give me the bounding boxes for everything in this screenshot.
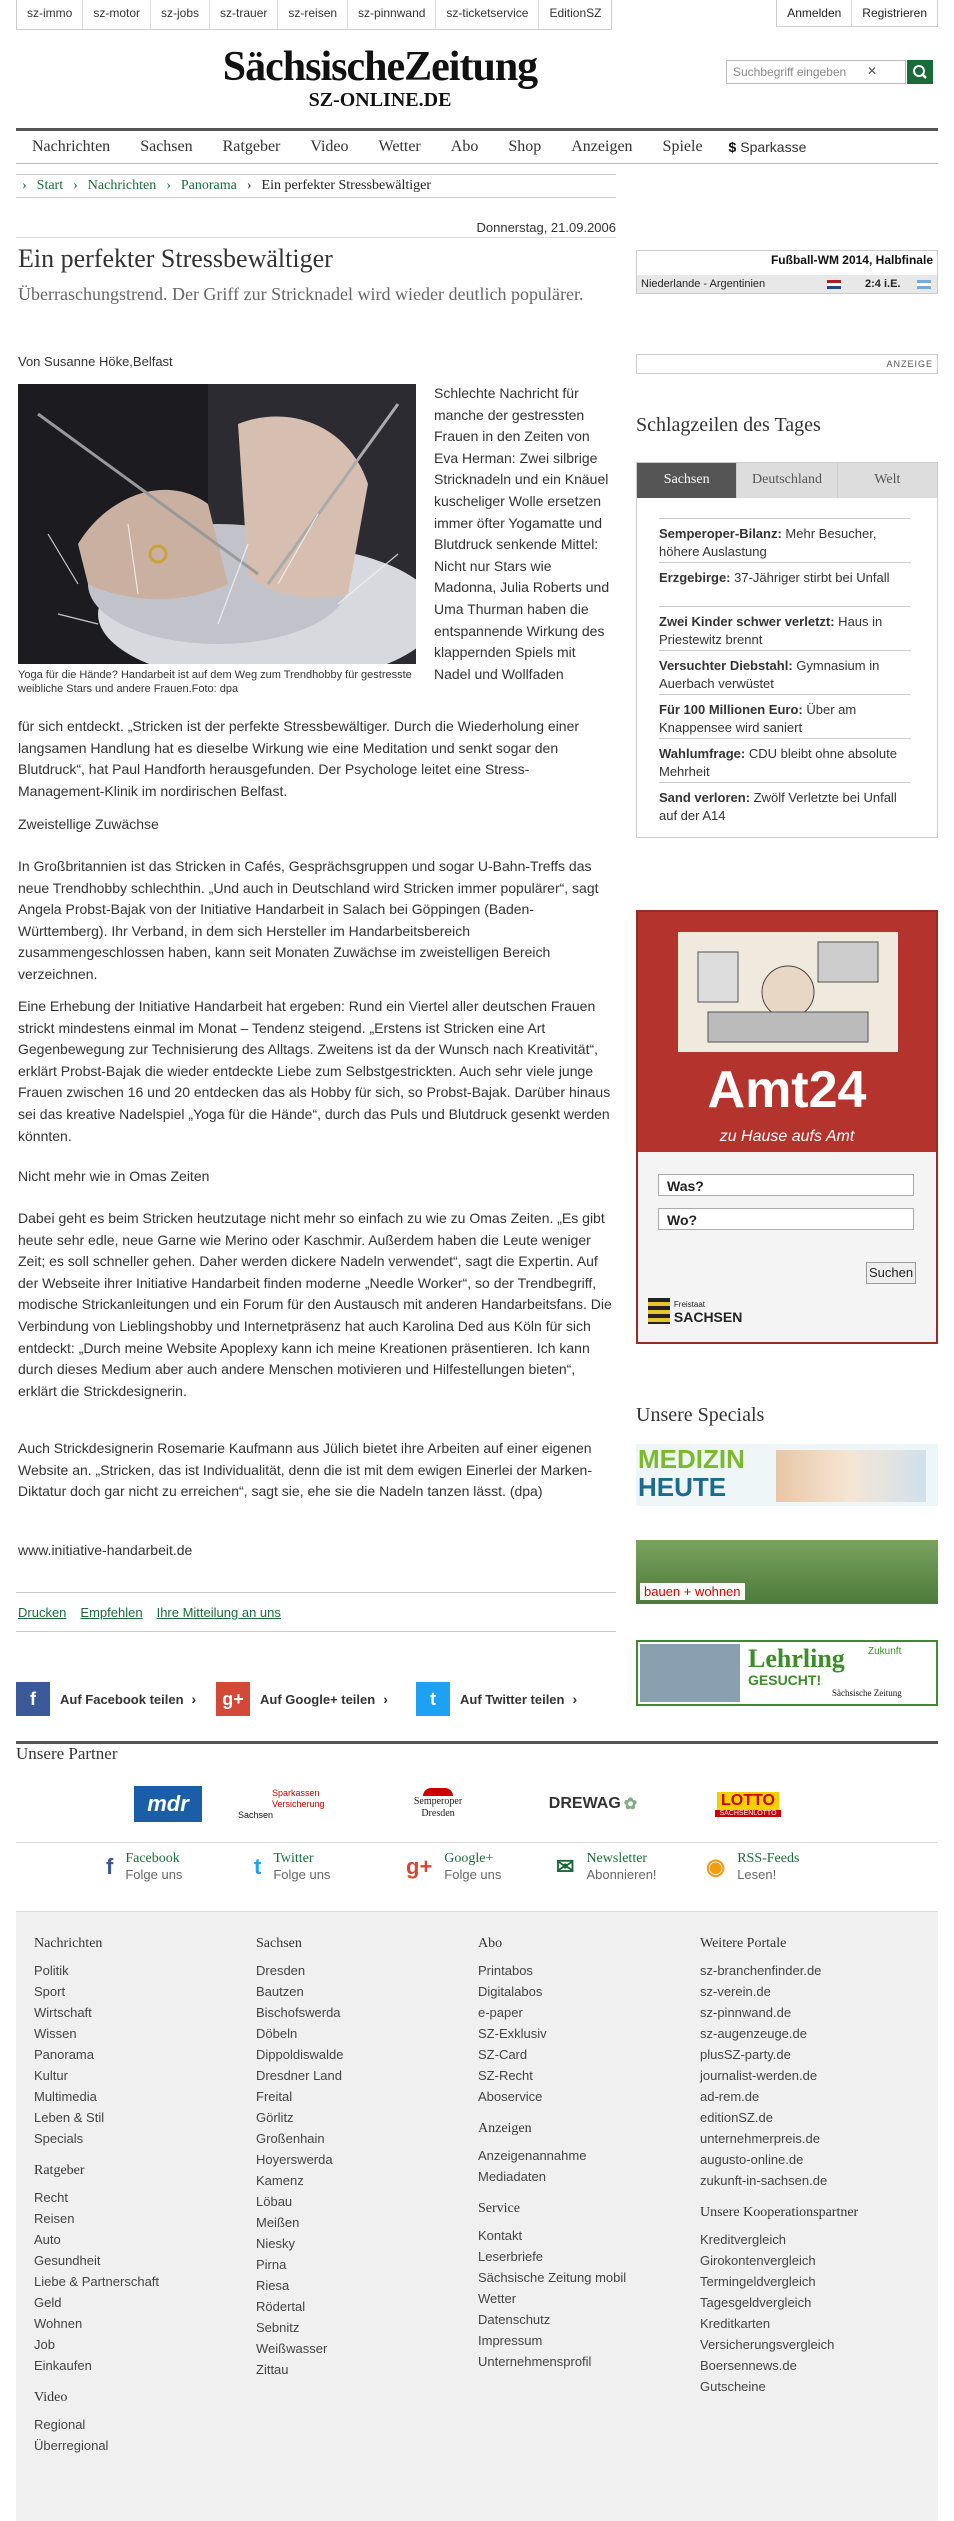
headline-topic: Semperoper-Bilanz:	[659, 526, 782, 541]
footer-spacer	[478, 2372, 626, 2386]
login-links	[776, 0, 938, 27]
footer-link[interactable]: sz-branchenfinder.de	[700, 1963, 822, 1978]
footer-heading-sachsen: Sachsen	[256, 1936, 302, 1951]
topnav-link[interactable]: sz-pinnwand	[348, 0, 436, 29]
footer-heading-ratgeber: Ratgeber	[34, 2163, 85, 2178]
wm-match: Niederlande - Argentinien	[641, 278, 766, 290]
semperoper-roof-icon	[423, 1788, 453, 1796]
footer-link[interactable]: Freital	[256, 2089, 293, 2104]
nav-item-ratgeber[interactable]: Ratgeber	[222, 138, 281, 155]
topnav-link[interactable]: sz-jobs	[151, 0, 210, 29]
footer-link[interactable]: Termingeldvergleich	[700, 2274, 816, 2289]
nav-item-nachrichten[interactable]: Nachrichten	[32, 138, 111, 155]
nav-item-shop[interactable]: Shop	[508, 138, 542, 155]
flag-argentina-icon	[917, 280, 931, 289]
footer-heading-portale: Weitere Portale	[700, 1936, 787, 1951]
footer-link[interactable]: Niesky	[256, 2236, 296, 2251]
search-input[interactable]	[726, 60, 906, 84]
sachsen-crest-icon	[648, 1298, 670, 1324]
nav-item-spiele[interactable]: Spiele	[662, 138, 703, 155]
tab-welt[interactable]: Welt	[838, 463, 937, 498]
rss-icon: ◉	[706, 1854, 726, 1879]
footer-link[interactable]: journalist-werden.de	[700, 2068, 818, 2083]
footer-spacer	[256, 2380, 343, 2394]
follow-twitter-sub: Folge uns	[273, 1867, 331, 1882]
footer-link[interactable]: Tagesgeldvergleich	[700, 2295, 812, 2310]
headline-topic: Versuchter Diebstahl:	[659, 658, 793, 673]
footer-spacer	[34, 2149, 159, 2163]
footer-spacer	[34, 2456, 159, 2470]
google-plus-icon: g+	[216, 1682, 250, 1716]
register-link[interactable]: Registrieren	[862, 6, 927, 20]
follow-facebook-label: Facebook	[125, 1851, 180, 1866]
footer-link[interactable]: Sebnitz	[256, 2320, 300, 2335]
share-facebook-label: Auf Facebook teilen	[60, 1691, 184, 1707]
footer-link[interactable]: Kultur	[34, 2068, 68, 2083]
headline-text: 37-Jähriger stirbt bei Unfall	[730, 570, 890, 585]
footer-link[interactable]: Pirna	[256, 2257, 287, 2272]
headlines-tabs	[636, 462, 938, 498]
footer-link[interactable]: Impressum	[478, 2333, 543, 2348]
headline-topic: Sand verloren:	[659, 790, 751, 805]
footer-link[interactable]: Mediadaten	[478, 2169, 546, 2184]
footer-spacer	[700, 2191, 858, 2205]
footer-heading-video: Video	[34, 2390, 68, 2405]
follow-rss-label: RSS-Feeds	[737, 1851, 800, 1866]
footer-link[interactable]: SZ-Exklusiv	[478, 2026, 547, 2041]
headline-text: Zwölf Verletzte bei Unfall auf der A14	[659, 790, 897, 823]
banner-bauen-wohnen[interactable]	[636, 1540, 938, 1604]
footer-link[interactable]: Bischofswerda	[256, 2005, 341, 2020]
footer-link[interactable]: Bautzen	[256, 1984, 304, 1999]
topnav-link[interactable]: sz-ticketservice	[436, 0, 539, 29]
footer-link[interactable]: Riesa	[256, 2278, 290, 2293]
footer-link[interactable]: Job	[34, 2337, 55, 2352]
social-follow-bar	[16, 1842, 938, 1912]
article-photo[interactable]	[18, 384, 416, 664]
footer-link[interactable]: Dresden	[256, 1963, 306, 1978]
follow-rss[interactable]	[706, 1851, 799, 1883]
print-link[interactable]: Drucken	[18, 1604, 67, 1620]
article-paragraph: für sich entdeckt. „Stricken ist der perfekte Stressbewältiger. Durch die Wiederholung einer langsamen Handlung hat es dieselbe Wirkung wie eine Meditation und senkt sogar den Blutdruck“, hat Paul Handforth herausgefunden. Der Psychologe leitet eine Stress-Management-Klinik im nordirischen Belfast.	[18, 718, 580, 799]
chevron-right-icon: ›	[166, 178, 171, 193]
follow-twitter-label: Twitter	[273, 1851, 314, 1866]
partner-drewag-text: DREWAG	[548, 1795, 621, 1812]
where-field[interactable]: Wo?	[658, 1208, 914, 1230]
footer-link[interactable]: Auto	[34, 2232, 61, 2247]
topnav-link[interactable]: EditionSZ	[549, 6, 602, 20]
breadcrumb	[16, 174, 616, 198]
footer-link[interactable]: Löbau	[256, 2194, 293, 2209]
footer-spacer	[478, 2187, 626, 2201]
amt24-search-button[interactable]: Suchen	[866, 1262, 916, 1284]
footer-spacer	[478, 2107, 626, 2121]
divider	[16, 237, 616, 238]
footer-link[interactable]: Leben & Stil	[34, 2110, 105, 2125]
banner-zukunft-text: Zukunft	[868, 1646, 902, 1657]
footer-link[interactable]: unternehmerpreis.de	[700, 2131, 820, 2146]
footer-link[interactable]: Dresdner Land	[256, 2068, 342, 2083]
footer-link[interactable]: Printabos	[478, 1963, 533, 1978]
article-subheading: Zweistellige Zuwächse	[18, 816, 159, 832]
article-subtitle: Überraschungstrend. Der Griff zur Stricknadel wird wieder deutlich populärer.	[18, 284, 584, 304]
footer-link[interactable]: Unternehmensprofil	[478, 2354, 592, 2369]
partner-spk-line3: Sachsen	[238, 1809, 274, 1820]
footer-link[interactable]: Görlitz	[256, 2110, 294, 2125]
chevron-right-icon: ›	[572, 1691, 578, 1707]
article-paragraph: Dabei geht es beim Stricken heutzutage nicht mehr so einfach zu wie zu Omas Zeiten. „Es gibt heute sehr edle, neue Garne wie Merino oder Kaschmir. Außerdem haben die Leute weniger Zeit; es soll schneller gehen. Daher werden dickere Nadeln verwendet“, sagt die Expertin. Auf der Webseite ihrer Initiative Handarbeit finden moderne „Needle Worker“, so der Trendbegriff, modische Strickanleitungen und ein Forum für den Austausch mit anderen Handarbeitsfans. Die Verbindung von Lieblingshobby und Internetpräsenz hat auch Karolina Ded aus Köln für sich entdeckt: „Durch meine Website Apoplexy kann ich meine Kreationen präsentieren. Ich kann durch dieses Medium aber auch andere Menschen motivieren und Hilfestellungen bieten“, erklärt die Strickdesignerin.	[18, 1210, 612, 1399]
partner-sparkasse-logo[interactable]	[238, 1786, 338, 1822]
sparkasse-icon: $	[728, 139, 737, 155]
banner-lehrling[interactable]	[636, 1640, 938, 1706]
footer-link[interactable]: Geld	[34, 2295, 62, 2310]
footer-link[interactable]: Rödertal	[256, 2299, 306, 2314]
article-lead-continued	[18, 664, 614, 716]
banner-medizin-image	[776, 1450, 926, 1502]
twitter-icon: t	[254, 1854, 262, 1879]
partner-spk-line1: Sparkassen	[272, 1787, 320, 1798]
chevron-right-icon: ›	[73, 178, 78, 193]
tab-sachsen[interactable]: Sachsen	[637, 463, 737, 498]
article-link[interactable]: www.initiative-handarbeit.de	[18, 1542, 193, 1558]
article-paragraph: Eine Erhebung der Initiative Handarbeit hat ergeben: Rund ein Viertel aller deutschen Frauen strickt mindestens einmal im Monat – Tendenz steigend. „Erstens ist Stricken eine Art Gegenbewegung zur Technisierung des Alltags. Zweitens ist da der Wunsch nach Kreativität“, erklärt Probst-Bajak die wieder entdeckte Liebe zum Selbstgestrickten. Auch sehr viele junge Frauen zwischen 16 und 20 entdecken das als Hobby für sich, so Probst-Bajak. Darüber hinaus sei das kreative Nadelspiel „Yoga für die Hände“, durch das Puls und Blutdruck gesenkt werden könnten.	[18, 998, 611, 1144]
follow-newsletter-sub: Abonnieren!	[586, 1867, 657, 1882]
footer-link[interactable]: Multimedia	[34, 2089, 97, 2104]
footer-link[interactable]: sz-augenzeuge.de	[700, 2026, 807, 2041]
footer-link[interactable]: e-paper	[478, 2005, 523, 2020]
footer-link[interactable]: Einkaufen	[34, 2358, 92, 2373]
banner-lehrling-text: Lehrling	[748, 1644, 845, 1673]
google-plus-icon: g+	[406, 1854, 433, 1879]
nav-item-sachsen[interactable]: Sachsen	[140, 138, 193, 155]
article-paragraph: In Großbritannien ist das Stricken in Cafés, Gesprächsgruppen und sogar U-Bahn-Treffs das neue Trendhobby schlechthin. „Und auch in Deutschland wird Stricken immer populärer“, sagt Angela Probst-Bajak von der Initiative Handarbeit in Salach bei Göppingen (Baden-Württemberg). Ihr Verband, in dem sich Hersteller im Handarbeitsbereich zusammengeschlossen haben, kann seit Monaten Zuwächse im zweistelligen Bereich verzeichnen.	[18, 858, 599, 982]
article-paragraph: Auch Strickdesignerin Rosemarie Kaufmann aus Jülich bietet ihre Arbeiten auf einer eigenen Website an. „Stricken, das ist Individualität, denn die ist mit dem ewigen Einerlei der Marken-Diktatur doch gar nicht zu erreichen“, sagt sie, ehe sie die Nadeln tanzen lässt. (dpa)	[18, 1440, 593, 1500]
footer-heading-koop: Unsere Kooperationspartner	[700, 2205, 859, 2220]
article-lead: Schlechte Nachricht für manche der gestressten Frauen in den Zeiten von Eva Herman: Zwei silbrige Stricknadeln und ein Knäuel kuscheliger Wolle ersetzen immer öfter Yogamatte und Blutdruck senkende Mittel: Nicht nur Stars wie Madonna, Julia Roberts und Uma Thurman haben die entspannende Wirkung des klappernden Spiels mit Nadel und Wollfaden	[434, 385, 610, 682]
footer-link[interactable]: SZ-Recht	[478, 2068, 533, 2083]
footer-link[interactable]: Meißen	[256, 2215, 300, 2230]
footer-link[interactable]: Kreditvergleich	[700, 2232, 786, 2247]
footer-link[interactable]: Regional	[34, 2417, 86, 2432]
logo-subtitle: SZ-ONLINE.DE	[308, 89, 452, 111]
footer-link[interactable]: Specials	[34, 2131, 84, 2146]
footer-link[interactable]: Boersennews.de	[700, 2358, 797, 2373]
headline-topic: Für 100 Millionen Euro:	[659, 702, 803, 717]
chevron-right-icon: ›	[22, 178, 27, 193]
ad-label: ANZEIGE	[636, 354, 938, 374]
share-twitter-button[interactable]	[416, 1682, 577, 1716]
footer-link[interactable]: Zittau	[256, 2362, 289, 2377]
logo-title: SächsischeZeitung	[222, 44, 538, 90]
headline-text: CDU bleibt ohne absolute Mehrheit	[659, 746, 897, 779]
breadcrumb-nachrichten[interactable]: Nachrichten	[87, 178, 157, 193]
sachsen-logo-main: SACHSEN	[673, 1309, 743, 1325]
footer-link[interactable]: Döbeln	[256, 2026, 298, 2041]
footer-link[interactable]: Sport	[34, 1984, 66, 1999]
follow-facebook[interactable]	[106, 1851, 182, 1883]
login-link[interactable]: Anmelden	[777, 0, 852, 26]
breadcrumb-current: Ein perfekter Stressbewältiger	[261, 178, 432, 193]
clear-icon[interactable]: ✕	[866, 64, 877, 78]
sparkasse-label: Sparkasse	[740, 139, 807, 155]
footer-link[interactable]: Girokontenvergleich	[700, 2253, 816, 2268]
footer-link[interactable]: Versicherungsvergleich	[700, 2337, 835, 2352]
banner-medizin-text: MEDIZIN	[638, 1444, 745, 1474]
footer-spacer	[700, 2397, 858, 2411]
list-item[interactable]	[659, 738, 911, 781]
footer-heading-service: Service	[478, 2201, 520, 2216]
banner-sz-text: Sächsische Zeitung	[832, 1688, 902, 1698]
amt24-search-form	[638, 1152, 936, 1342]
partner-semperoper-logo[interactable]	[388, 1786, 488, 1822]
amt24-title: Amt24	[707, 1061, 867, 1119]
footer-link[interactable]: Aboservice	[478, 2089, 543, 2104]
footer-link[interactable]: Kreditkarten	[700, 2316, 771, 2331]
share-facebook-button[interactable]	[16, 1682, 196, 1716]
topnav-link[interactable]: sz-immo	[17, 0, 83, 29]
main-nav	[16, 128, 938, 164]
facebook-icon: f	[106, 1854, 114, 1879]
footer-link[interactable]: Leserbriefe	[478, 2249, 544, 2264]
topnav-link[interactable]: sz-motor	[83, 0, 151, 29]
follow-google[interactable]	[406, 1851, 501, 1883]
twitter-icon: t	[416, 1682, 450, 1716]
article-author: Von Susanne Höke,Belfast	[18, 354, 173, 369]
footer-link[interactable]: Wohnen	[34, 2316, 83, 2331]
site-logo[interactable]	[210, 44, 550, 110]
footer-col-portale	[700, 1936, 858, 2411]
headline-topic: Zwei Kinder schwer verletzt:	[659, 614, 835, 629]
footer-link[interactable]: SZ-Card	[478, 2047, 528, 2062]
partner-lotto-sub: SACHSENLOTTO	[715, 1810, 780, 1817]
search-placeholder: Suchbegriff eingeben	[733, 65, 847, 79]
headline-text: Mehr Besucher, höhere Auslastung	[659, 526, 877, 559]
footer-heading-nachrichten: Nachrichten	[34, 1936, 103, 1951]
article-actions	[16, 1592, 616, 1632]
message-link[interactable]: Ihre Mitteilung an uns	[156, 1604, 281, 1620]
nav-item-abo[interactable]: Abo	[450, 138, 479, 155]
search-button[interactable]	[907, 60, 933, 84]
amt24-ad[interactable]	[636, 910, 938, 1344]
headline-text: Gymnasium in Auerbach verwüstet	[659, 658, 880, 691]
footer-link[interactable]: Weißwasser	[256, 2341, 328, 2356]
partner-semper-line2: Dresden	[421, 1808, 455, 1819]
banner-bauen-text: bauen + wohnen	[640, 1583, 745, 1600]
partner-semper-line1: Semperoper	[413, 1796, 463, 1807]
tab-deutschland[interactable]: Deutschland	[737, 463, 837, 498]
partner-lotto-logo[interactable]	[698, 1786, 798, 1822]
footer-link[interactable]: Kamenz	[256, 2173, 304, 2188]
breadcrumb-panorama[interactable]: Panorama	[180, 178, 237, 193]
envelope-icon: ✉	[556, 1854, 575, 1879]
footer-spacer	[34, 2376, 159, 2390]
footer-link[interactable]: Panorama	[34, 2047, 94, 2062]
footer-link[interactable]: Recht	[34, 2190, 68, 2205]
footer-col-nachrichten	[34, 1936, 159, 2470]
footer-link[interactable]: Gutscheine	[700, 2379, 766, 2394]
follow-google-label: Google+	[444, 1851, 494, 1866]
footer-link[interactable]: Kontakt	[478, 2228, 523, 2243]
recommend-link[interactable]: Empfehlen	[80, 1604, 143, 1620]
site-footer	[16, 1912, 938, 2521]
follow-twitter[interactable]	[254, 1851, 330, 1883]
topnav-link[interactable]: sz-reisen	[278, 0, 348, 29]
footer-link[interactable]: zukunft-in-sachsen.de	[700, 2173, 828, 2188]
footer-link[interactable]: plusSZ-party.de	[700, 2047, 791, 2062]
banner-medizin-heute[interactable]	[636, 1444, 938, 1506]
footer-link[interactable]: Wetter	[478, 2291, 517, 2306]
footer-heading-anzeigen: Anzeigen	[478, 2121, 532, 2136]
footer-link[interactable]: Wissen	[34, 2026, 77, 2041]
footer-link[interactable]: sz-verein.de	[700, 1984, 771, 1999]
nav-item-video[interactable]: Video	[310, 138, 349, 155]
footer-link[interactable]: Überregional	[34, 2438, 109, 2453]
list-item[interactable]	[659, 606, 911, 649]
follow-rss-sub: Lesen!	[737, 1867, 777, 1882]
knitting-photo-graphic	[18, 384, 416, 664]
top-service-nav	[16, 0, 612, 30]
follow-google-sub: Folge uns	[444, 1867, 502, 1882]
wm-title: Fußball-WM 2014, Halbfinale	[770, 253, 933, 267]
banner-gesucht-text: GESUCHT!	[748, 1672, 822, 1688]
banner-lehrling-image	[640, 1644, 740, 1702]
sachsen-logo-top: Freistaat	[673, 1300, 706, 1309]
article-title: Ein perfekter Stressbewältiger	[18, 244, 333, 273]
footer-link[interactable]: Liebe & Partnerschaft	[34, 2274, 160, 2289]
footer-link[interactable]: Großenhain	[256, 2131, 325, 2146]
share-twitter-label: Auf Twitter teilen	[460, 1691, 565, 1707]
search-icon	[907, 60, 933, 84]
footer-link[interactable]: Dippoldiswalde	[256, 2047, 344, 2062]
facebook-icon: f	[16, 1682, 50, 1716]
headline-text: Über am Knappensee wird saniert	[659, 702, 857, 735]
footer-link[interactable]: Anzeigenannahme	[478, 2148, 587, 2163]
footer-link[interactable]: Politik	[34, 1963, 69, 1978]
footer-link[interactable]: Gesundheit	[34, 2253, 101, 2268]
partner-mdr-logo[interactable]: mdr	[134, 1786, 202, 1822]
photo-caption: Yoga für die Hände? Handarbeit ist auf dem Weg zum Trendhobby für gestresste weibliche Stars und andere Frauen.Foto: dpa	[18, 669, 412, 695]
footer-heading-abo: Abo	[478, 1936, 503, 1951]
nav-item-anzeigen[interactable]: Anzeigen	[571, 138, 633, 155]
footer-link[interactable]: Reisen	[34, 2211, 75, 2226]
specials-title: Unsere Specials	[636, 1404, 765, 1426]
drewag-flower-icon: ✿	[623, 1796, 638, 1813]
breadcrumb-start[interactable]: Start	[36, 178, 64, 193]
list-item[interactable]	[659, 562, 911, 587]
list-item[interactable]	[659, 782, 911, 825]
footer-col-sachsen	[256, 1936, 343, 2394]
banner-heute-text: HEUTE	[638, 1472, 727, 1502]
footer-col-abo	[478, 1936, 626, 2386]
what-field[interactable]: Was?	[658, 1174, 914, 1196]
partner-lotto-text: LOTTO	[717, 1792, 779, 1810]
wm-match-row	[637, 275, 937, 293]
footer-link[interactable]: Hoyerswerda	[256, 2152, 333, 2167]
footer-link[interactable]: Sächsische Zeitung mobil	[478, 2270, 627, 2285]
headlines-title: Schlagzeilen des Tages	[636, 414, 821, 436]
headline-topic: Erzgebirge:	[659, 570, 731, 585]
footer-link[interactable]: Digitalabos	[478, 1984, 543, 1999]
divider	[16, 1741, 938, 1744]
wm-score: 2:4 i.E.	[865, 278, 901, 290]
amt24-slogan: zu Hause aufs Amt	[719, 1128, 855, 1145]
list-item[interactable]	[659, 650, 911, 693]
follow-newsletter-label: Newsletter	[586, 1851, 648, 1866]
article-date: Donnerstag, 21.09.2006	[476, 220, 616, 235]
footer-link[interactable]: Datenschutz	[478, 2312, 551, 2327]
share-google-button[interactable]	[216, 1682, 388, 1716]
footer-link[interactable]: sz-pinnwand.de	[700, 2005, 792, 2020]
topnav-link[interactable]: sz-trauer	[210, 0, 278, 29]
follow-newsletter[interactable]	[556, 1851, 657, 1883]
footer-link[interactable]: augusto-online.de	[700, 2152, 804, 2167]
partner-drewag-logo[interactable]	[538, 1786, 648, 1822]
nav-item-sparkasse[interactable]	[729, 139, 821, 155]
flag-netherlands-icon	[827, 280, 841, 289]
headline-topic: Wahlumfrage:	[659, 746, 746, 761]
article-subheading: Nicht mehr wie in Omas Zeiten	[18, 1168, 210, 1184]
chevron-right-icon: ›	[191, 1691, 197, 1707]
footer-link[interactable]: ad-rem.de	[700, 2089, 760, 2104]
footer-link[interactable]: editionSZ.de	[700, 2110, 773, 2125]
sachsen-logo	[648, 1298, 742, 1324]
footer-link[interactable]: Wirtschaft	[34, 2005, 92, 2020]
list-item[interactable]	[659, 518, 911, 561]
partner-spk-line2: Versicherung	[272, 1798, 325, 1809]
headline-text: Haus in Priestewitz brennt	[659, 614, 883, 647]
partners-title: Unsere Partner	[16, 1744, 118, 1763]
chevron-right-icon: ›	[246, 178, 252, 193]
wm-ticker[interactable]	[636, 250, 938, 294]
list-item[interactable]	[659, 694, 911, 737]
share-google-label: Auf Google+ teilen	[260, 1691, 376, 1707]
nav-item-wetter[interactable]: Wetter	[378, 138, 421, 155]
chevron-right-icon: ›	[383, 1691, 388, 1707]
follow-facebook-sub: Folge uns	[125, 1867, 183, 1882]
headlines-list	[636, 498, 938, 838]
